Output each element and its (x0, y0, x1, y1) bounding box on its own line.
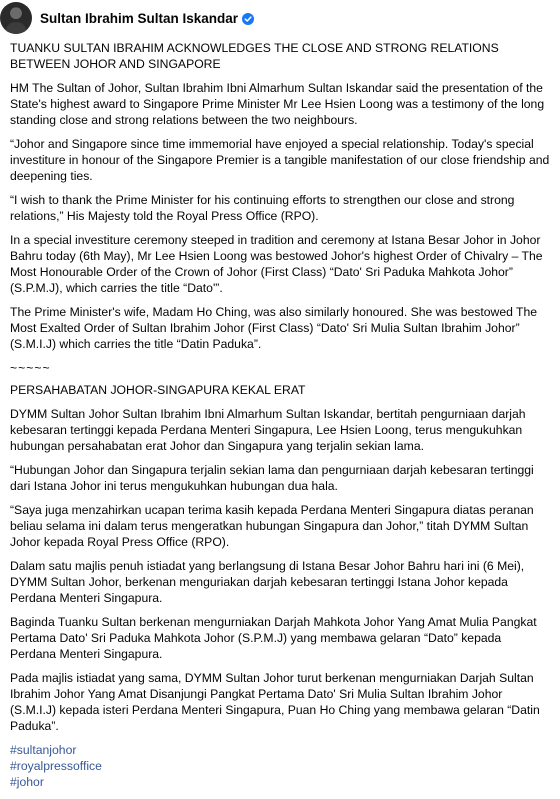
separator: ~~~~~ (10, 361, 51, 375)
hashtag-link[interactable]: #johor (10, 775, 44, 789)
post-body (0, 36, 560, 790)
avatar[interactable] (0, 2, 32, 34)
post-title-en: TUANKU SULTAN IBRAHIM ACKNOWLEDGES THE CLOSE AND STRONG RELATIONS BETWEEN JOHOR AND SINGAPORE (10, 41, 499, 71)
post-paragraph: Dalam satu majlis penuh istiadat yang berlangsung di Istana Besar Johor Bahru hari ini (6 Mei), DYMM Sultan Johor, berkenan menguriakan darjah kebesaran tertinggi Istana Johor kepada Perdana Menteri Singapura. (10, 559, 525, 605)
post-paragraph: DYMM Sultan Johor Sultan Ibrahim Ibni Almarhum Sultan Iskandar, bertitah pengurniaan darjah kebesaran tertinggi kepada Perdana Menteri Singapura, Lee Hsien Loong, terus mengukuhkan hubungan persahabatan erat Johor dan Singapura yang terjalin sekian lama. (10, 407, 526, 453)
author-name[interactable]: Sultan Ibrahim Sultan Iskandar (40, 10, 239, 26)
post-paragraph: Baginda Tuanku Sultan berkenan mengurniakan Darjah Mahkota Johor Yang Amat Mulia Pangkat Pertama Dato' Sri Paduka Mahkota Johor (S.P.M.J) yang membawa gelaran “Dato” kepada Perdana Menteri Singapura. (10, 615, 537, 661)
post-paragraph: HM The Sultan of Johor, Sultan Ibrahim Ibni Almarhum Sultan Iskandar said the presentation of the State's highest award to Singapore Prime Minister Mr Lee Hsien Loong was a testimony of the long standing close and strong relations between the two neighbours. (10, 81, 545, 127)
verified-badge-icon (242, 13, 254, 25)
post-title-ms: PERSAHABATAN JOHOR-SINGAPURA KEKAL ERAT (10, 383, 306, 397)
post-paragraph: “Johor and Singapore since time immemorial have enjoyed a special relationship. Today's special investiture in honour of the Singapore Premier is a tangible manifestation of our close friendship and deepening ties. (10, 137, 550, 183)
hashtag-link[interactable]: #royalpressoffice (10, 759, 102, 773)
post-header (0, 0, 560, 36)
post-paragraph: In a special investiture ceremony steeped in tradition and ceremony at Istana Besar Johor in Johor Bahru today (6th May), Mr Lee Hsien Loong was bestowed Johor's highest Order of Chivalry – The Most Honourable Order of the Crown of Johor (First Class) “Dato' Sri Paduka Mahkota Johor” (S.P.M.J), which carries the title “Dato'”. (10, 233, 543, 295)
post-paragraph: “I wish to thank the Prime Minister for his continuing efforts to strengthen our close and strong relations,” His Majesty told the Royal Press Office (RPO). (10, 193, 515, 223)
hashtag-link[interactable]: #sultanjohor (10, 743, 77, 757)
post-paragraph: “Saya juga menzahirkan ucapan terima kasih kepada Perdana Menteri Singapura diatas peranan beliau selama ini dalam terus mengeratkan hubungan Singapura dan Johor,” titah DYMM Sultan Johor kepada Royal Press Office (RPO). (10, 503, 534, 549)
post-paragraph: Pada majlis istiadat yang sama, DYMM Sultan Johor turut berkenan mengurniakan Darjah Sultan Ibrahim Johor Yang Amat Disanjungi Pangkat Pertama Dato' Sri Mulia Sultan Ibrahim Johor (S.M.I.J) kepada isteri Perdana Menteri Singapura, Puan Ho Ching yang membawa gelaran “Datin Paduka”. (10, 671, 540, 733)
post-paragraph: The Prime Minister's wife, Madam Ho Ching, was also similarly honoured. She was bestowed The Most Exalted Order of Sultan Ibrahim Johor (First Class) “Dato' Sri Mulia Sultan Ibrahim Johor” (S.M.I.J) which carries the title “Datin Paduka”. (10, 305, 538, 351)
post-paragraph: “Hubungan Johor dan Singapura terjalin sekian lama dan pengurniaan darjah kebesaran tertinggi dari Istana Johor ini terus mengukuhkan hubungan dua hala. (10, 463, 534, 493)
